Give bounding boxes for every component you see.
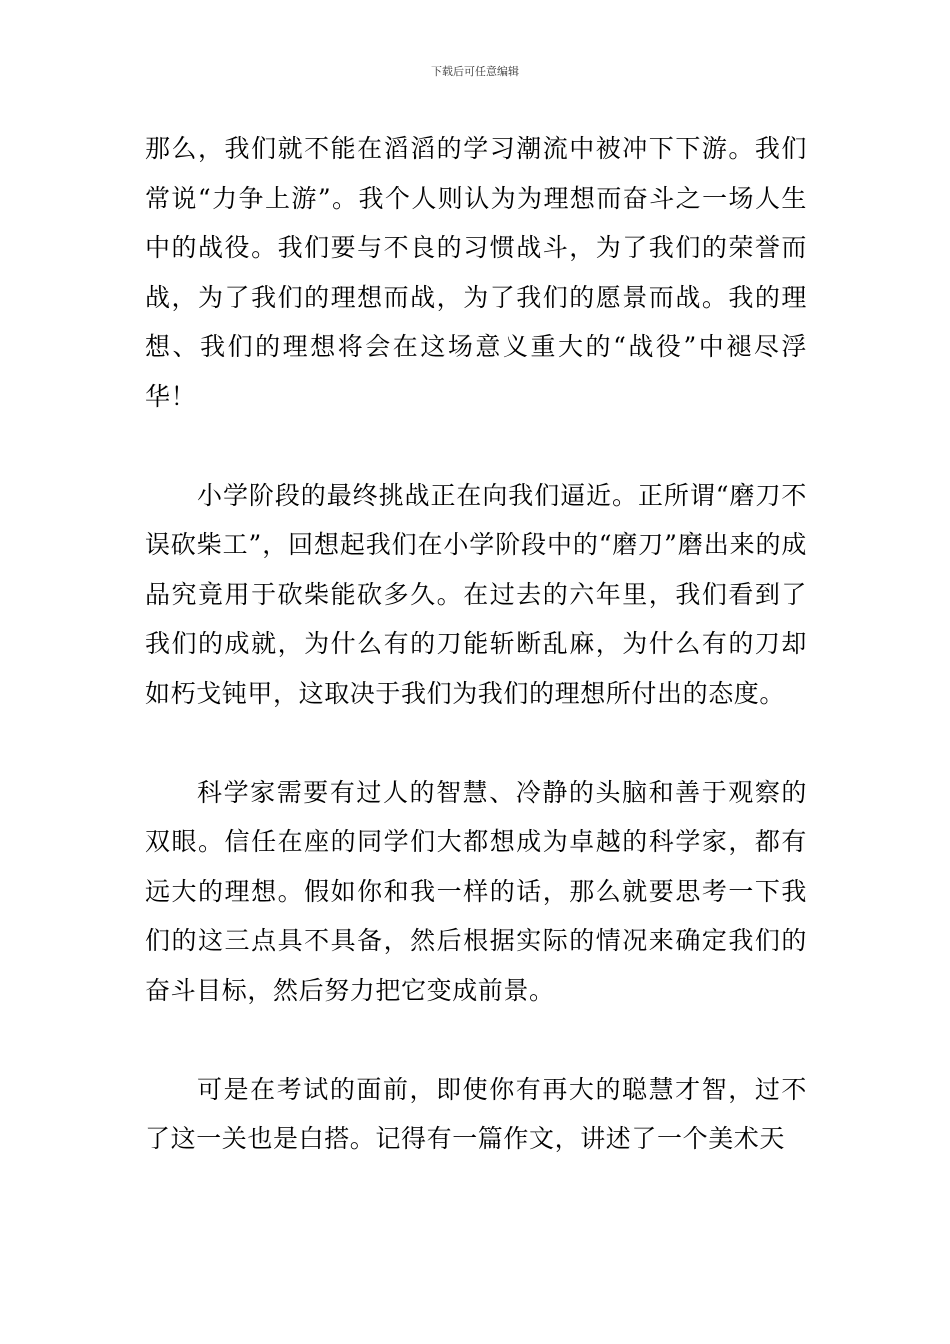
paragraph-3: 科学家需要有过人的智慧、冷静的头脑和善于观察的双眼。信任在座的同学们大都想成为卓越的科学家，都有远大的理想。假如你和我一样的话，那么就要思考一下我们的这三点具不具备，然后根据实际的情况来确定我们的奋斗目标，然后努力把它变成前景。 [145, 777, 807, 1005]
paragraph-gap [145, 718, 807, 768]
document-body [145, 124, 807, 1164]
paragraph-gap [145, 1015, 807, 1065]
paragraph-2: 小学阶段的最终挑战正在向我们逼近。正所谓“磨刀不误砍柴工”，回想起我们在小学阶段中的“磨刀”磨出来的成品究竟用于砍柴能砍多久。在过去的六年里，我们看到了我们的成就，为什么有的刀能斩断乱麻，为什么有的刀却如朽戈钝甲，这取决于我们为我们的理想所付出的态度。 [145, 480, 807, 708]
paragraph-gap [145, 421, 807, 471]
paragraph-1: 那么，我们就不能在滔滔的学习潮流中被冲下下游。我们常说“力争上游”。我个人则认为为理想而奋斗之一场人生中的战役。我们要与不良的习惯战斗，为了我们的荣誉而战，为了我们的理想而战，为了我们的愿景而战。我的理想、我们的理想将会在这场意义重大的“战役”中褪尽浮华！ [145, 134, 807, 411]
page-header: 下载后可任意编辑 [431, 65, 519, 78]
paragraph-4: 可是在考试的面前，即使你有再大的聪慧才智，过不了这一关也是白搭。记得有一篇作文，讲述了一个美术天 [145, 1074, 807, 1153]
